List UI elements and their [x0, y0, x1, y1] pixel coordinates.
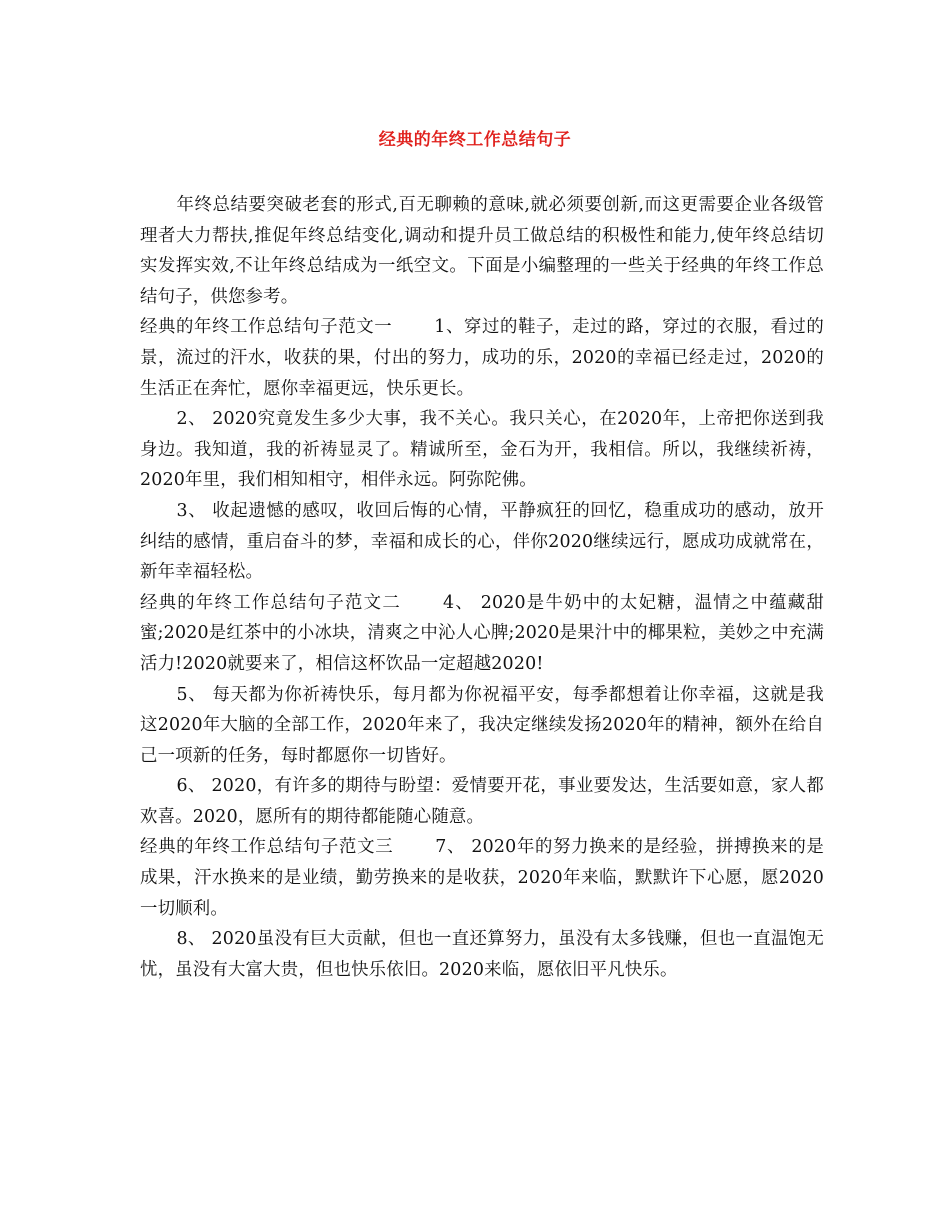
paragraph-item-8: [140, 924, 824, 985]
paragraph-text: 4、 2020是牛奶中的太妃糖，温情之中蕴藏甜蜜;2020是红茶中的小冰块，清爽之中沁人心脾;2020是果汁中的椰果粒，美妙之中充满活力!2020就要来了，相信这杯饮品一定超越2020!: [140, 592, 824, 674]
paragraph-item-6: [140, 771, 824, 832]
paragraph-section-one: [140, 312, 824, 404]
paragraph-item-2: [140, 404, 824, 496]
paragraph-text: 8、 2020虽没有巨大贡献，但也一直还算努力，虽没有太多钱赚，但也一直温饱无忧，虽没有大富大贵，但也快乐依旧。2020来临，愿依旧平凡快乐。: [140, 929, 824, 980]
document-title: 经典的年终工作总结句子: [378, 130, 572, 150]
section-heading: 经典的年终工作总结句子范文一: [140, 317, 393, 338]
paragraph-section-three: [140, 832, 824, 924]
paragraph-item-5: [140, 680, 824, 772]
paragraph-section-two: [140, 588, 824, 680]
paragraph-text: 7、 2020年的努力换来的是经验，拼搏换来的是成果，汗水换来的是业绩，勤劳换来的是收获，2020年来临，默默许下心愿，愿2020一切顺利。: [140, 837, 824, 919]
paragraph-text: 1、穿过的鞋子，走过的路，穿过的衣服，看过的景，流过的汗水，收获的果，付出的努力，成功的乐，2020的幸福已经走过，2020的生活正在奔忙，愿你幸福更远，快乐更长。: [140, 317, 824, 399]
paragraph-text: 5、 每天都为你祈祷快乐，每月都为你祝福平安，每季都想着让你幸福，这就是我这2020年大脑的全部工作，2020年来了，我决定继续发扬2020年的精神，额外在给自己一项新的任务，每时都愿你一切皆好。: [140, 684, 824, 766]
document-body: [140, 190, 824, 985]
section-heading: 经典的年终工作总结句子范文三: [140, 837, 394, 858]
paragraph-text: 3、 收起遗憾的感叹，收回后悔的心情，平静疯狂的回忆，稳重成功的感动，放开纠结的感情，重启奋斗的梦，幸福和成长的心，伴你2020继续远行，愿成功成就常在，新年幸福轻松。: [140, 500, 824, 583]
paragraph-text: 2、 2020究竟发生多少大事，我不关心。我只关心，在2020年，上帝把你送到我身边。我知道，我的祈祷显灵了。精诚所至，金石为开，我相信。所以，我继续祈祷，2020年里，我们相知相守，相伴永远。阿弥陀佛。: [140, 409, 824, 491]
paragraph-text: 6、 2020，有许多的期待与盼望：爱情要开花，事业要发达，生活要如意，家人都欢喜。2020，愿所有的期待都能随心随意。: [140, 776, 824, 827]
section-heading: 经典的年终工作总结句子范文二: [140, 592, 401, 613]
paragraph-text: 年终总结要突破老套的形式,百无聊赖的意味,就必须要创新,而这更需要企业各级管理者大力帮扶,推促年终总结变化,调动和提升员工做总结的积极性和能力,使年终总结切实发挥实效,不让年终总结成为一纸空文。下面是小编整理的一些关于经典的年终工作总结句子，供您参考。: [140, 195, 824, 307]
paragraph-item-3: [140, 496, 824, 588]
paragraph-intro: [140, 190, 824, 312]
